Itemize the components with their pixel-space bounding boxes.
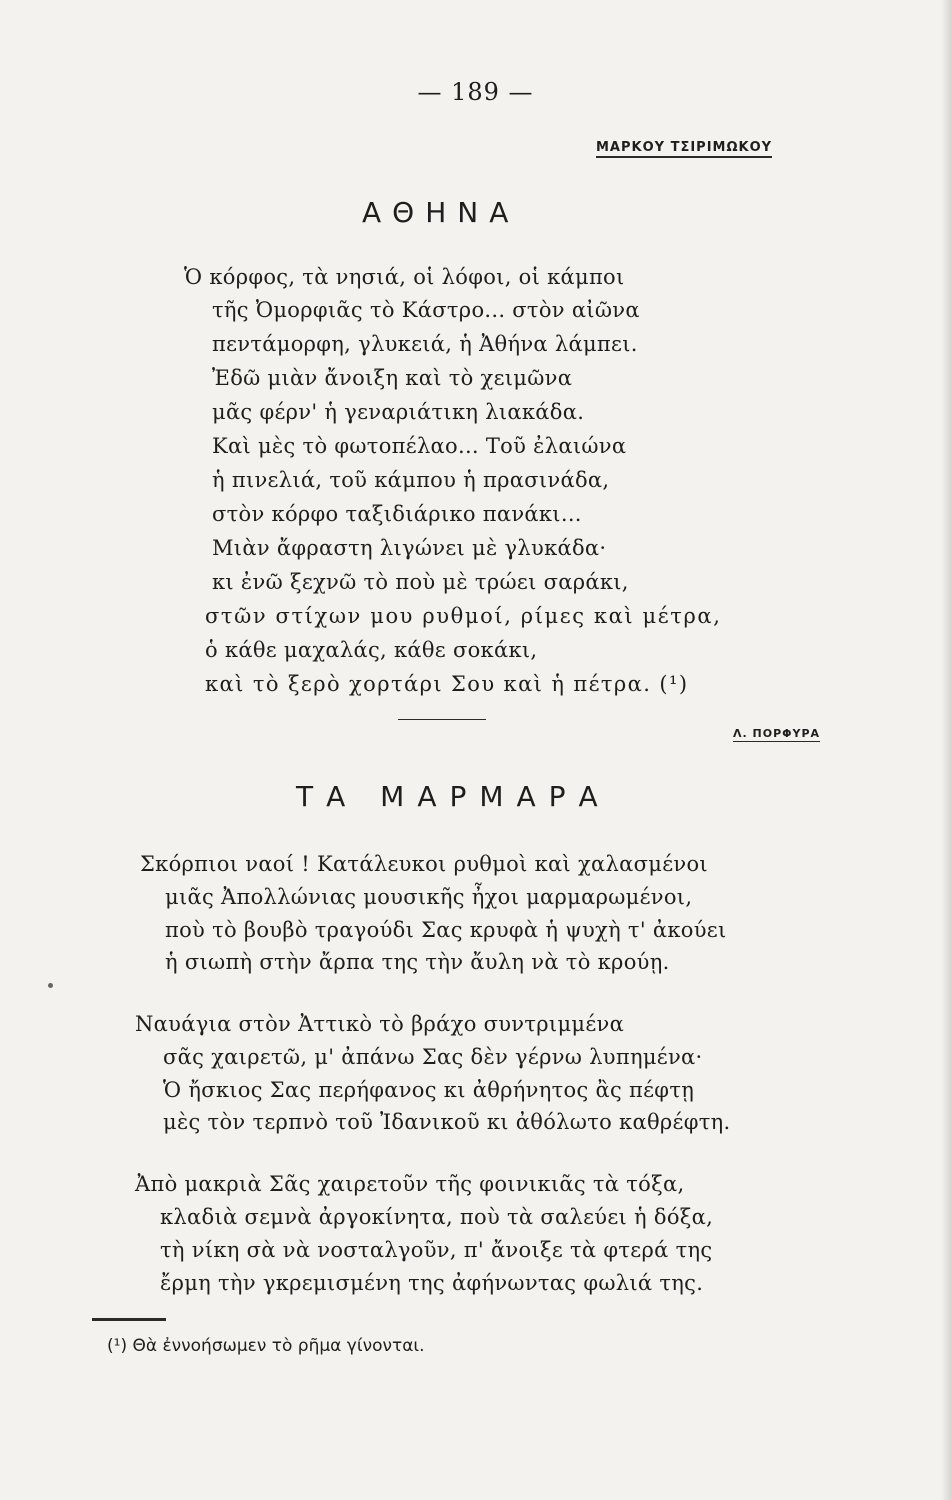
footnote: (¹) Θὰ ἐννοήσωμεν τὸ ρῆμα γίνονται.: [107, 1336, 425, 1356]
poem2-line: μιᾶς Ἀπολλώνιας μουσικῆς ἦχοι μαρμαρωμένοι,: [165, 885, 693, 909]
poem1-line: Μιὰν ἄφραστη λιγώνει μὲ γλυκάδα·: [212, 536, 607, 560]
poem1-line: καὶ τὸ ξερὸ χορτάρι Σου καὶ ἡ πέτρα. (¹): [205, 672, 689, 696]
margin-dot: [48, 983, 53, 988]
poem1-line: μᾶς φέρν' ἡ γεναριάτικη λιακάδα.: [212, 400, 585, 424]
poem1-line: στὸν κόρφο ταξιδιάρικο πανάκι...: [212, 502, 582, 526]
poem1-line: ἡ πινελιά, τοῦ κάμπου ἡ πρασινάδα,: [212, 468, 610, 492]
poem2-line: μὲς τὸν τερπνὸ τοῦ Ἰδανικοῦ κι ἀθόλωτο καθρέφτη.: [163, 1110, 731, 1134]
poem1-line: Καὶ μὲς τὸ φωτοπέλαο... Τοῦ ἐλαιώνα: [212, 434, 627, 458]
poem2-line: Σκόρπιοι ναοί ! Κατάλευκοι ρυθμοὶ καὶ χαλασμένοι: [140, 852, 708, 876]
poem2-author: Λ. ΠΟΡΦΥΡΑ: [733, 727, 821, 740]
poem2-line: ποὺ τὸ βουβὸ τραγούδι Σας κρυφὰ ἡ ψυχὴ τ' ἀκούει: [165, 918, 727, 942]
poem-divider: [398, 719, 486, 720]
page-edge-shadow: [941, 0, 951, 1500]
poem1-title: ΑΘΗΝΑ: [362, 196, 520, 229]
poem1-author: ΜΑΡΚΟΥ ΤΣΙΡΙΜΩΚΟΥ: [596, 140, 772, 158]
poem1-line: Ἐδῶ μιὰν ἄνοιξη καὶ τὸ χειμῶνα: [212, 366, 573, 390]
poem2-line: Ὁ ἤσκιος Σας περήφανος κι ἀθρήνητος ἂς πέφτῃ: [163, 1078, 695, 1102]
poem2-line: Ναυάγια στὸν Ἀττικὸ τὸ βράχο συντριμμένα: [135, 1012, 625, 1036]
poem2-line: ἡ σιωπὴ στὴν ἄρπα της τὴν ἄυλη νὰ τὸ κρούῃ.: [165, 950, 670, 974]
poem1-line: Ὁ κόρφος, τὰ νησιά, οἱ λόφοι, οἱ κάμποι: [184, 265, 625, 289]
footnote-rule: [92, 1318, 166, 1321]
poem1-line: τῆς Ὀμορφιᾶς τὸ Κάστρο... στὸν αἰῶνα: [212, 298, 640, 322]
poem1-line: ὁ κάθε μαχαλάς, κάθε σοκάκι,: [205, 638, 538, 662]
poem2-line: σᾶς χαιρετῶ, μ' ἀπάνω Σας δὲν γέρνω λυπημένα·: [163, 1045, 703, 1069]
poem1-line: κι ἐνῶ ξεχνῶ τὸ ποὺ μὲ τρώει σαράκι,: [212, 570, 629, 594]
page-number: — 189 —: [417, 78, 534, 106]
poem2-line: ἔρμη τὴν γκρεμισμένη της ἀφήνωντας φωλιά της.: [160, 1271, 704, 1295]
poem2-line: κλαδιὰ σεμνὰ ἀργοκίνητα, ποὺ τὰ σαλεύει ἡ δόξα,: [160, 1205, 714, 1229]
poem1-line: πεντάμορφη, γλυκειά, ἡ Ἀθήνα λάμπει.: [212, 332, 638, 356]
poem1-line: στῶν στίχων μου ρυθμοί, ρίμες καὶ μέτρα,: [205, 604, 722, 628]
poem2-line: τὴ νίκη σὰ νὰ νοσταλγοῦν, π' ἄνοιξε τὰ φτερά της: [160, 1238, 713, 1262]
poem2-line: Ἀπὸ μακριὰ Σᾶς χαιρετοῦν τῆς φοινικιᾶς τὰ τόξα,: [135, 1172, 685, 1196]
poem2-title: ΤΑ ΜΑΡΜΑΡΑ: [296, 780, 611, 813]
